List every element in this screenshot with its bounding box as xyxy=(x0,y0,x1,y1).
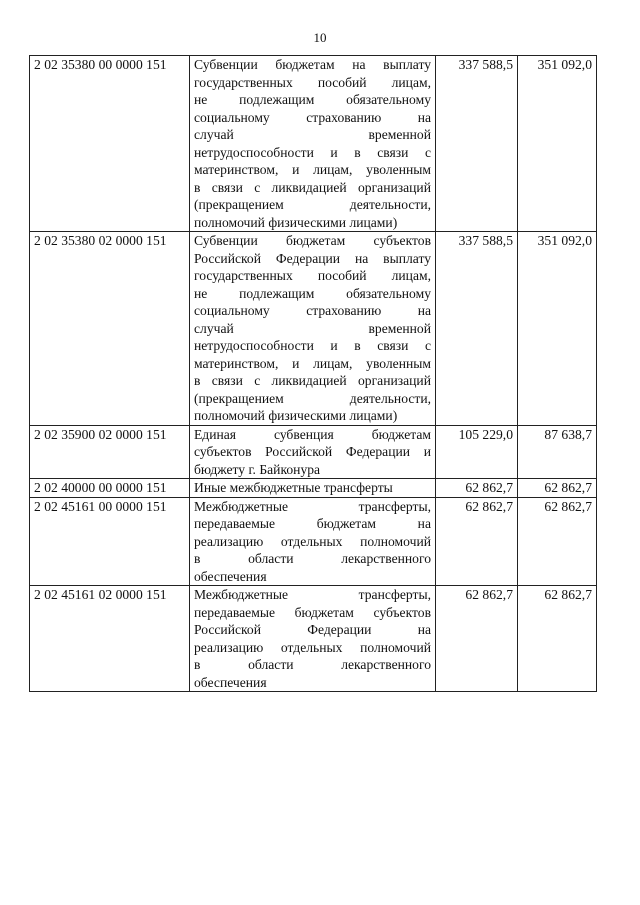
description-line: обеспечения xyxy=(194,568,267,584)
description-line: Межбюджетные трансферты, xyxy=(194,587,431,602)
description-line: (прекращением деятельности, xyxy=(194,390,431,406)
page-number: 10 xyxy=(313,30,327,45)
description-line: (прекращением деятельности, xyxy=(194,197,431,212)
amount-year-2: 351 092,0 xyxy=(518,56,597,232)
description-line: в связи с ликвидацией организаций xyxy=(194,373,431,388)
revenue-description xyxy=(190,425,436,479)
revenue-description xyxy=(190,232,436,426)
table-row xyxy=(30,497,597,586)
description-line: Субвенции бюджетам субъектов xyxy=(194,233,431,248)
description-line: материнством, и лицам, уволенным xyxy=(194,162,431,177)
description-line: субъектов Российской Федерации и xyxy=(194,444,431,459)
table-row xyxy=(30,232,597,426)
amount-year-1: 62 862,7 xyxy=(436,586,518,692)
amount-year-2: 62 862,7 xyxy=(518,586,597,692)
description-line: Российской Федерации на выплату xyxy=(194,250,431,266)
description-line: социальному страхованию на xyxy=(194,303,431,318)
revenue-description xyxy=(190,479,436,498)
amount-year-2: 62 862,7 xyxy=(518,479,597,498)
description-line: случай временной xyxy=(194,320,431,336)
table-row xyxy=(30,586,597,692)
amount-year-1: 337 588,5 xyxy=(436,56,518,232)
description-line: случай временной xyxy=(194,127,431,142)
description-line: обеспечения xyxy=(194,674,267,690)
description-line: полномочий физическими лицами) xyxy=(194,214,398,230)
description-line: не подлежащим обязательному xyxy=(194,285,431,301)
description-line: не подлежащим обязательному xyxy=(194,92,431,107)
amount-year-2: 351 092,0 xyxy=(518,232,597,426)
description-line: реализацию отдельных полномочий xyxy=(194,639,431,655)
table-row xyxy=(30,479,597,498)
budget-classification-code: 2 02 35380 00 0000 151 xyxy=(30,56,190,232)
description-line: нетрудоспособности и в связи с xyxy=(194,144,431,160)
description-line: Единая субвенция бюджетам xyxy=(194,426,431,442)
budget-classification-code: 2 02 35900 02 0000 151 xyxy=(30,425,190,479)
amount-year-2: 87 638,7 xyxy=(518,425,597,479)
budget-revenue-table xyxy=(29,55,597,692)
description-line: в области лекарственного xyxy=(194,551,431,566)
description-line: реализацию отдельных полномочий xyxy=(194,533,431,549)
table-row xyxy=(30,56,597,232)
amount-year-1: 62 862,7 xyxy=(436,479,518,498)
budget-classification-code: 2 02 40000 00 0000 151 xyxy=(30,479,190,498)
description-line: социальному страхованию на xyxy=(194,109,431,125)
description-line: передаваемые бюджетам на xyxy=(194,516,431,531)
description-line: государственных пособий лицам, xyxy=(194,74,431,90)
amount-year-2: 62 862,7 xyxy=(518,497,597,586)
table-body xyxy=(30,56,597,692)
budget-classification-code: 2 02 45161 02 0000 151 xyxy=(30,586,190,692)
description-line: Субвенции бюджетам на выплату xyxy=(194,57,431,72)
amount-year-1: 105 229,0 xyxy=(436,425,518,479)
amount-year-1: 337 588,5 xyxy=(436,232,518,426)
revenue-description xyxy=(190,586,436,692)
description-line: Российской Федерации на xyxy=(194,622,431,637)
description-line: полномочий физическими лицами) xyxy=(194,408,398,423)
description-line: в области лекарственного xyxy=(194,657,431,672)
description-line: Межбюджетные трансферты, xyxy=(194,498,431,514)
revenue-description xyxy=(190,56,436,232)
description-line: нетрудоспособности и в связи с xyxy=(194,338,431,353)
description-line: передаваемые бюджетам субъектов xyxy=(194,604,431,620)
description-line: материнством, и лицам, уволенным xyxy=(194,355,431,371)
table-row xyxy=(30,425,597,479)
description-line: бюджету г. Байконура xyxy=(194,461,321,477)
budget-classification-code: 2 02 35380 02 0000 151 xyxy=(30,232,190,426)
budget-classification-code: 2 02 45161 00 0000 151 xyxy=(30,497,190,586)
revenue-description xyxy=(190,497,436,586)
description-line: Иные межбюджетные трансферты xyxy=(194,480,393,495)
description-line: в связи с ликвидацией организаций xyxy=(194,179,431,195)
amount-year-1: 62 862,7 xyxy=(436,497,518,586)
description-line: государственных пособий лицам, xyxy=(194,268,431,283)
